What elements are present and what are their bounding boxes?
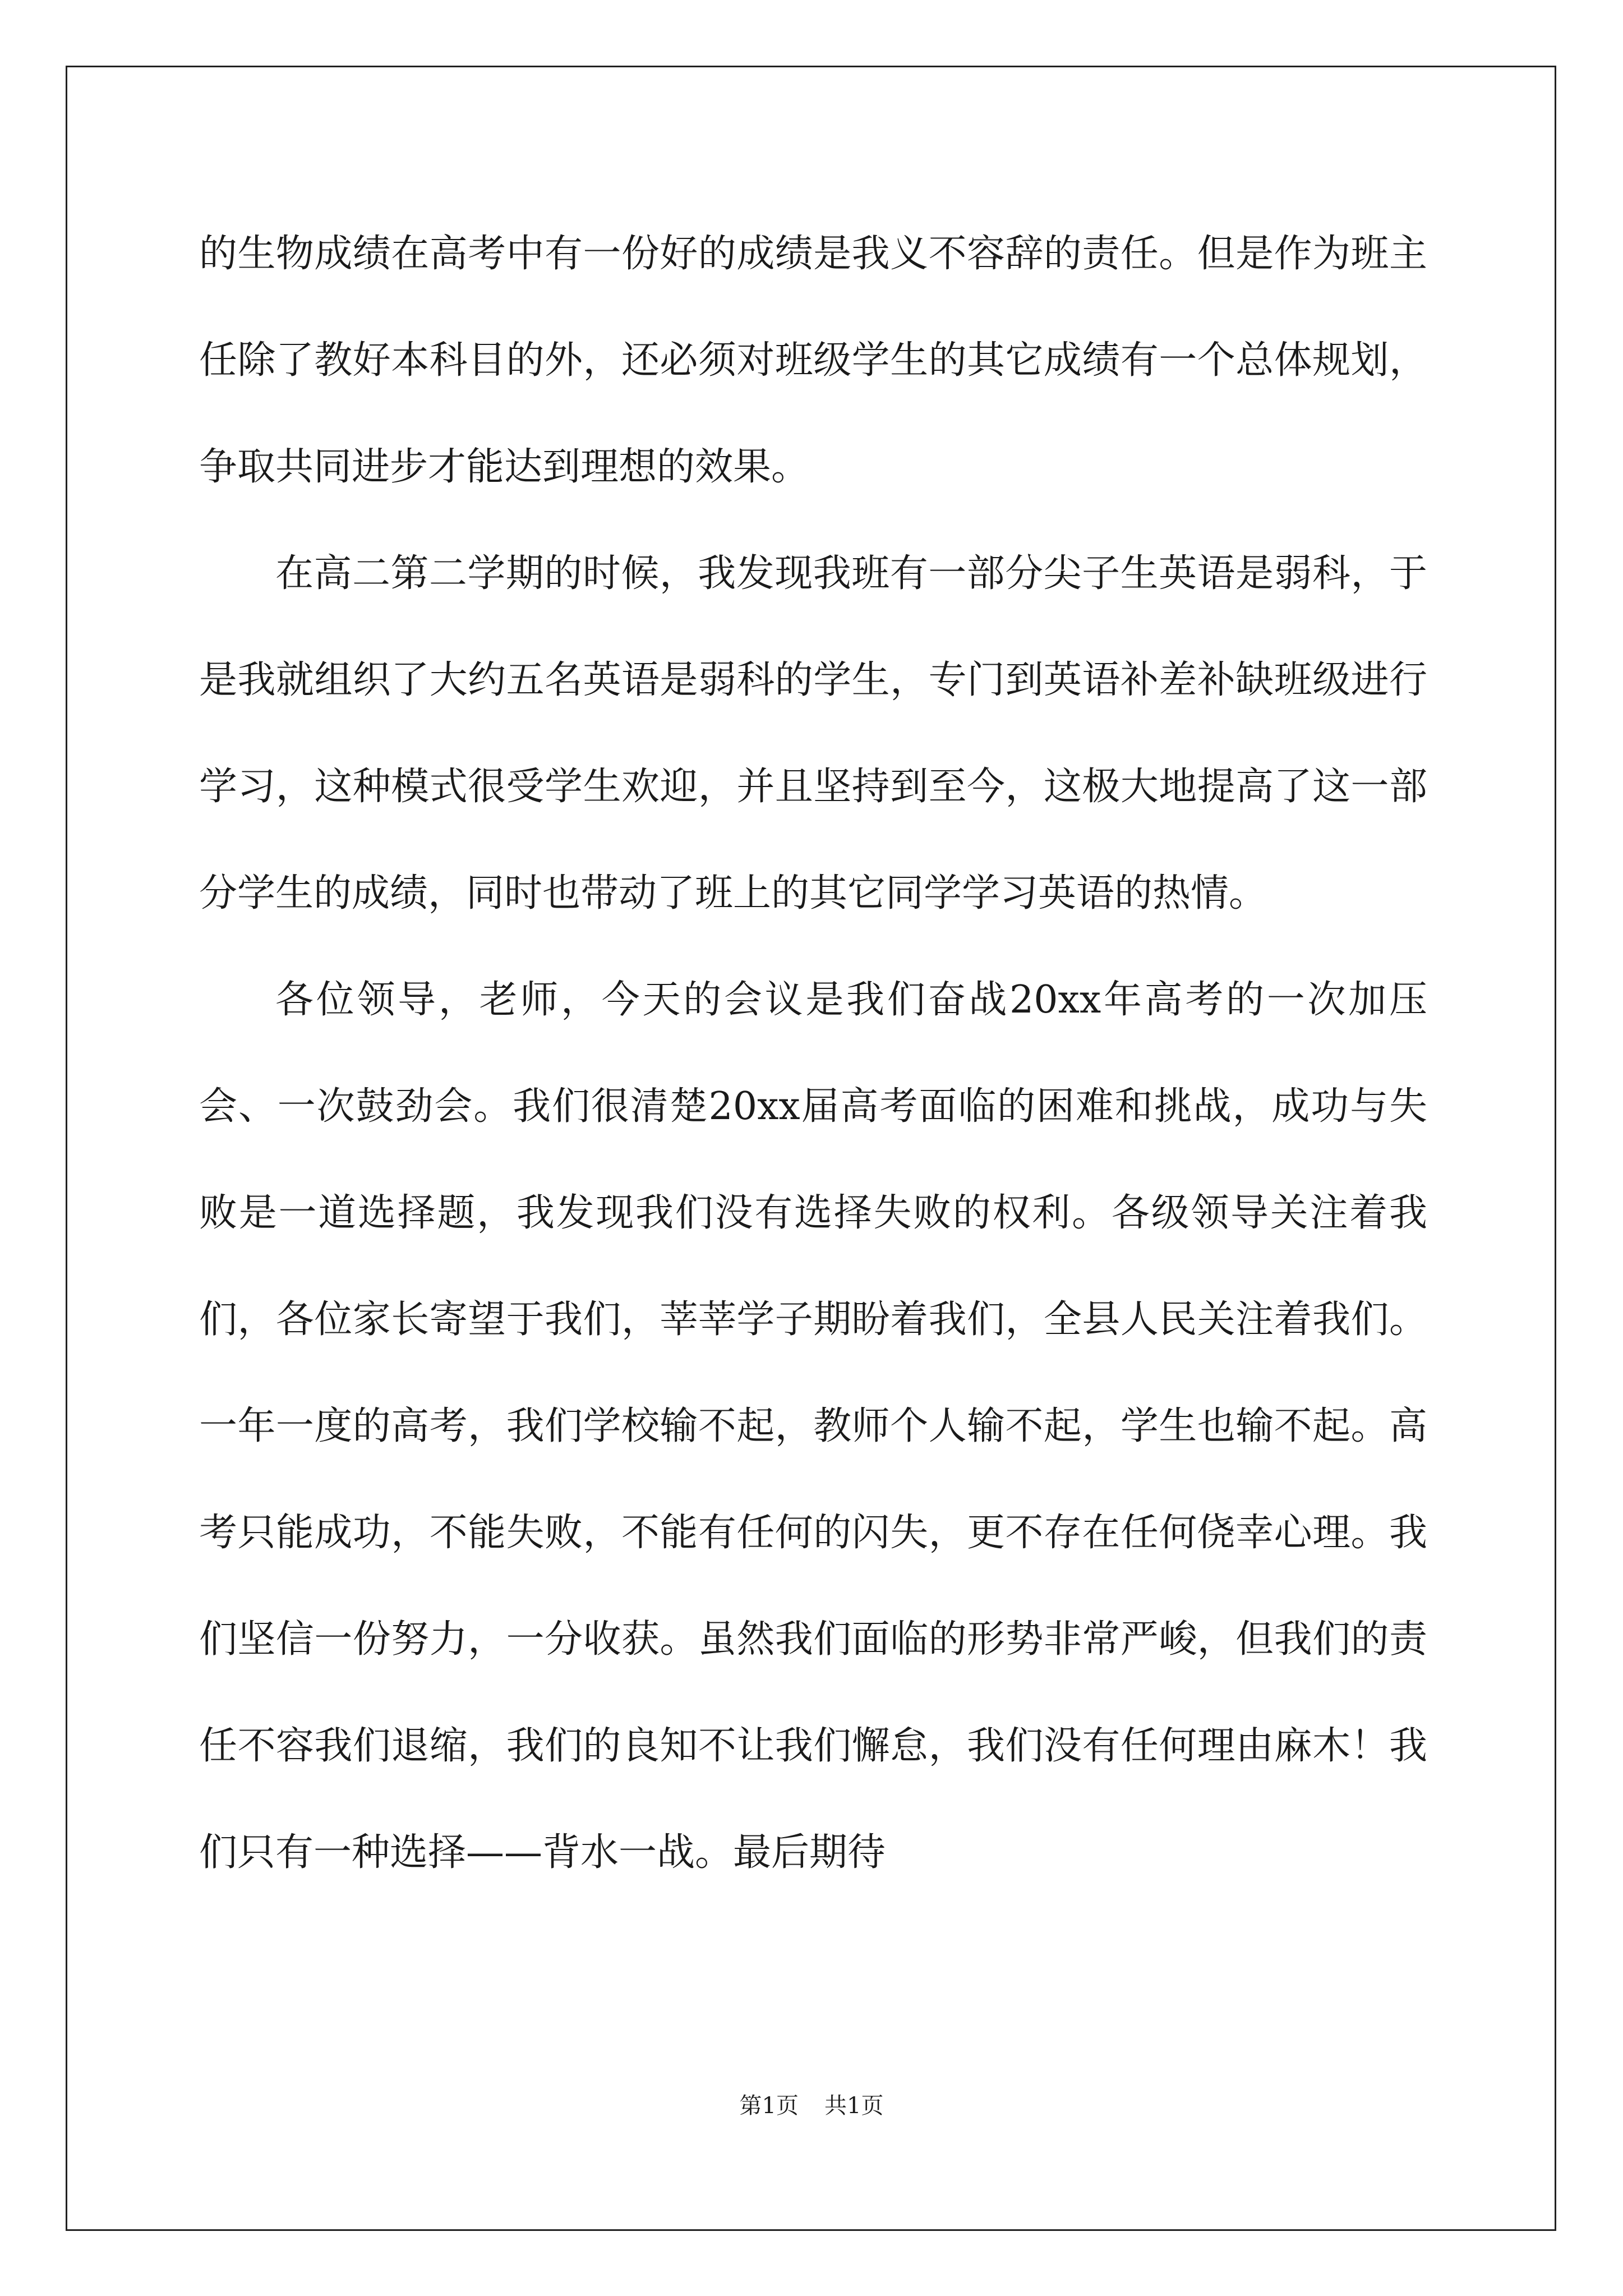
paragraph-continuation: 的生物成绩在高考中有一份好的成绩是我义不容辞的责任。但是作为班主任除了教好本科目的外，还必须对班级学生的其它成绩有一个总体规划，争取共同进步才能达到理想的效果。 (199, 232, 1427, 489)
page-number: 第1页 (739, 2093, 799, 2119)
page-footer (0, 2088, 1623, 2120)
page-total: 共1页 (824, 2093, 884, 2119)
document-body (199, 201, 1427, 1906)
paragraph-english-class: 在高二第二学期的时候，我发现我班有一部分尖子生英语是弱科，于是我就组织了大约五名英语是弱科的学生，专门到英语补差补缺班级进行学习，这种模式很受学生欢迎，并且坚持到至今，这极大地提高了这一部分学生的成绩，同时也带动了班上的其它同学学习英语的热情。 (199, 551, 1427, 915)
paragraph-speech: 各位领导，老师，今天的会议是我们奋战20xx年高考的一次加压会、一次鼓劲会。我们很清楚20xx届高考面临的困难和挑战，成功与失败是一道选择题，我发现我们没有选择失败的权利。各级领导关注着我们，各位家长寄望于我们，莘莘学子期盼着我们，全县人民关注着我们。一年一度的高考，我们学校输不起，教师个人输不起，学生也输不起。高考只能成功，不能失败，不能有任何的闪失，更不存在任何侥幸心理。我们坚信一份努力，一分收获。虽然我们面临的形势非常严峻，但我们的责任不容我们退缩，我们的良知不让我们懈怠，我们没有任何理由麻木！我们只有一种选择——背水一战。最后期待 (199, 978, 1427, 1875)
